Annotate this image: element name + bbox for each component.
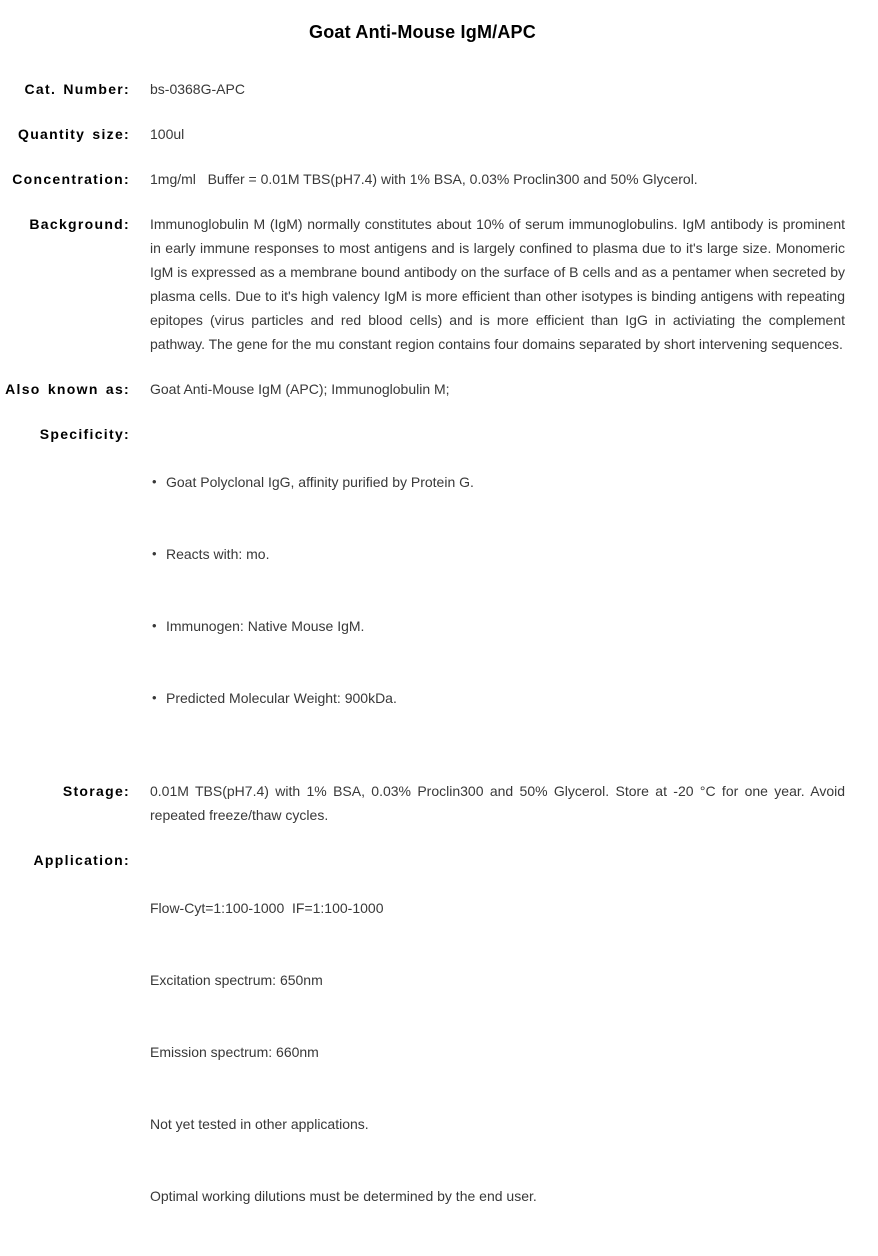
field-value: 100ul [150,126,185,142]
bullet-list [130,422,878,758]
field-label: Cat. Number: [24,81,130,97]
field-row-background [0,212,878,356]
field-row-cat-number [0,77,878,101]
field-label: Background: [29,216,130,232]
bullet-item [150,686,845,710]
field-row-storage [0,779,878,827]
application-lines [130,848,878,1256]
page-title: Goat Anti-Mouse IgM/APC [309,22,536,42]
bullet-item [150,542,845,566]
field-value: 0.01M TBS(pH7.4) with 1% BSA, 0.03% Proclin300 and 50% Glycerol. Store at -20 °C for one year. Avoid repeated freeze/thaw cycles. [150,783,849,823]
field-label: Concentration: [12,171,130,187]
bullet-text: Goat Polyclonal IgG, affinity purified by Protein G. [166,474,474,490]
field-label: Quantity size: [18,126,130,142]
bullet-text: Immunogen: Native Mouse IgM. [166,618,365,634]
application-line: Not yet tested in other applications. [150,1116,369,1132]
field-row-quantity-size [0,122,878,146]
application-line: Excitation spectrum: 650nm [150,972,323,988]
application-line: Emission spectrum: 660nm [150,1044,319,1060]
bullet-text: Predicted Molecular Weight: 900kDa. [166,690,397,706]
bullet-icon: • [152,690,157,705]
field-row-specificity [0,422,878,758]
field-row-application [0,848,878,1256]
field-label: Storage: [62,783,130,799]
bullet-text: Reacts with: mo. [166,546,270,562]
datasheet-fields [0,77,878,1256]
application-line: Optimal working dilutions must be determined by the end user. [150,1188,537,1204]
bullet-item [150,470,845,494]
field-value: Immunoglobulin M (IgM) normally constitutes about 10% of serum immunoglobulins. IgM antibody is prominent in early immune responses to most antigens and is largely confined to plasma due to it's large size. Monomeric IgM is expressed as a membrane bound antibody on the surface of B cells and as a pentamer when secreted by plasma cells. Due to it's high valency IgM is more efficient than other isotypes is binding antigens with repeating epitopes (virus particles and red blood cells) and is more efficient than IgG in activiating the complement pathway. The gene for the mu constant region contains four domains separated by short intervening sequences. [150,216,849,352]
bullet-icon: • [152,546,157,561]
field-label: Application: [33,852,130,868]
field-value: 1mg/ml Buffer = 0.01M TBS(pH7.4) with 1% BSA, 0.03% Proclin300 and 50% Glycerol. [150,171,698,187]
field-value: Goat Anti-Mouse IgM (APC); Immunoglobulin M; [150,381,450,397]
field-row-also-known-as [0,377,878,401]
field-label: Also known as: [5,381,130,397]
bullet-icon: • [152,618,157,633]
application-line: Flow-Cyt=1:100-1000 IF=1:100-1000 [150,900,384,916]
bullet-item [150,614,845,638]
bullet-icon: • [152,474,157,489]
field-value: bs-0368G-APC [150,81,245,97]
field-row-concentration [0,167,878,191]
field-label: Specificity: [39,426,130,442]
